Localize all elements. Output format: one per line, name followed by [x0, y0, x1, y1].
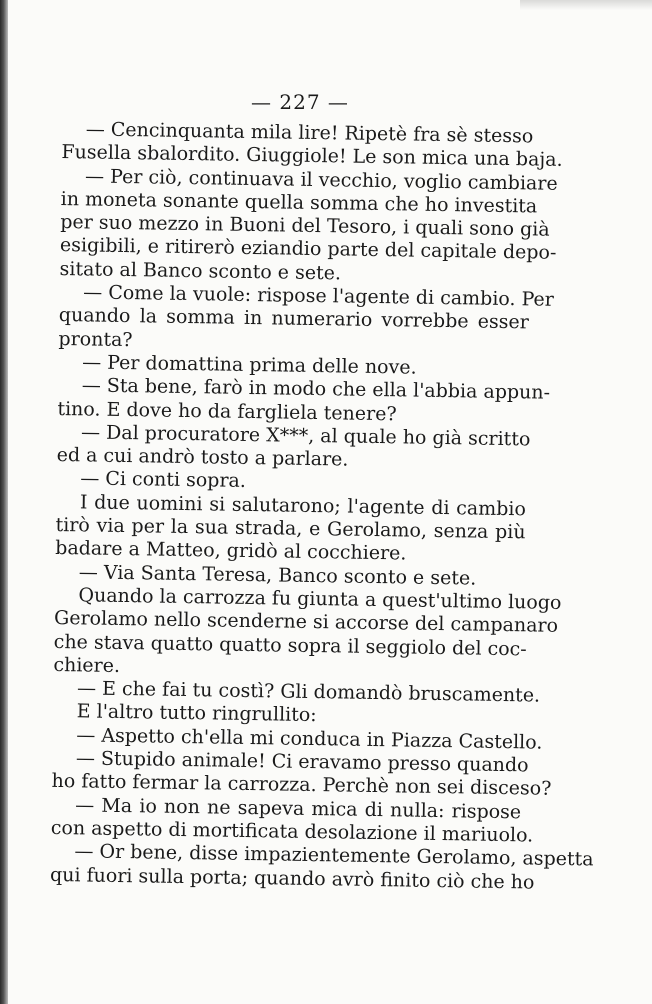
text-line: ho fatto fermar la carrozza. Perchè non sei disceso? [51, 770, 552, 801]
text-line: — Stupido animale! Ci eravamo presso quando [75, 747, 529, 777]
text-line: badare a Matteo, gridò al cocchiere. [55, 537, 407, 565]
text-line: — Per ciò, continuava il vecchio, voglio cambiare [84, 164, 558, 195]
text-line: tino. E dove ho da fargliela tenere? [57, 397, 397, 425]
text-line: ed a cui andrò tosto a parlare. [56, 444, 349, 471]
text-line: — Come la vuole: rispose l'agente di cambio. Per [83, 281, 555, 311]
text-line: — Aspetto ch'ella mi conduca in Piazza Castello. [76, 724, 543, 754]
text-line: per suo mezzo in Buoni del Tesoro, i quali sono già [60, 211, 550, 241]
text-line: — Per domattina prima delle nove. [81, 351, 417, 379]
text-line: sitato al Banco sconto e sete. [59, 257, 342, 285]
text-line: qui fuori sulla porta; quando avrò finito ciò che ho [49, 863, 535, 894]
text-line: Quando la carrozza fu giunta a quest'ultimo luogo [78, 584, 562, 614]
text-line: in moneta sonante quella somma che ho investita [60, 187, 538, 218]
text-line: E l'altro tutto ringrullito: [76, 700, 317, 727]
text-line: — Cencinquanta mila lire! Ripetè fra sè stesso [85, 118, 534, 148]
text-line: — E che fai tu costì? Gli domandò bruscamente. [76, 677, 541, 707]
page-number: — 227 — [251, 90, 349, 114]
scan-smudge [520, 0, 652, 10]
text-line: Gerolamo nello scenderne si accorse del campanaro [53, 607, 559, 638]
page-binding-edge [0, 0, 8, 1004]
text-line: con aspetto di mortificata desolazione il mariuolo. [50, 816, 534, 847]
text-line: — Ci conti sopra. [80, 467, 247, 493]
text-line: pronta? [58, 327, 133, 351]
text-line: — Ma io non ne sapeva mica di nulla: rispose [75, 793, 522, 823]
text-line: esigibili, e ritirerò eziandio parte del capitale depo- [59, 234, 557, 265]
text-line: tirò via per la sua strada, e Gerolamo, senza più [55, 513, 526, 544]
text-line: — Dal procuratore X***, al quale ho già scritto [80, 421, 531, 451]
text-line: I due uomini si salutarono; l'agente di cambio [79, 491, 527, 521]
text-line: — Via Santa Teresa, Banco sconto e sete. [78, 560, 477, 590]
text-line: quando la somma in numerario vorrebbe esser [58, 304, 530, 334]
text-line: che stava quatto quatto sopra il seggiolo del coc- [53, 630, 527, 660]
text-line: chiere. [53, 653, 121, 677]
text-line: — Sta bene, farò in modo che ella l'abbia appun- [81, 374, 551, 404]
body-text [49, 118, 594, 894]
text-line: — Or bene, disse impazientemente Gerolamo, aspetta [74, 840, 594, 871]
text-line: Fusella sbalordito. Giuggiole! Le son mica una baja. [61, 141, 563, 172]
